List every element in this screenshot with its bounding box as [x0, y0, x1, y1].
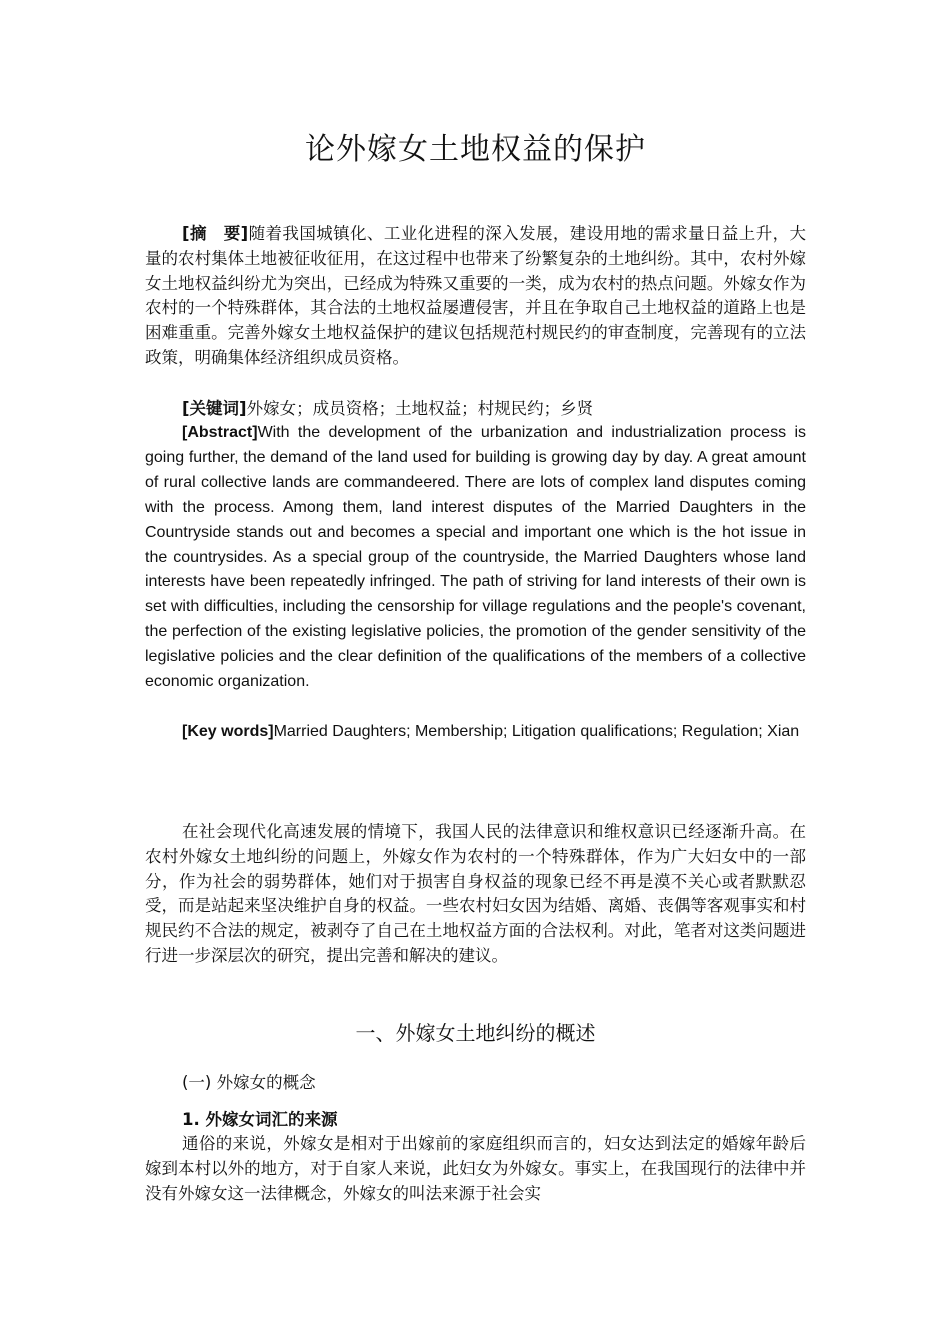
introduction-paragraph: 在社会现代化高速发展的情境下，我国人民的法律意识和维权意识已经逐渐升高。在农村外嫁女土地纠纷的问题上，外嫁女作为农村的一个特殊群体，作为广大妇女中的一部分，作为社会的弱势群体，她们对于损害自身权益的现象已经不再是漠不关心或者默默忍受，而是站起来坚决维护自身的权益。一些农村妇女因为结婚、离婚、丧偶等客观事实和村规民约不合法的规定，被剥夺了自己在土地权益方面的合法权利。对此，笔者对这类问题进行进一步深层次的研究，提出完善和解决的建议。 — [145, 822, 806, 965]
chinese-abstract — [145, 222, 806, 371]
chinese-keywords — [145, 397, 806, 422]
english-keywords-text: Married Daughters; Membership; Litigation qualifications; Regulation; Xian — [273, 723, 800, 740]
english-abstract-label: [Abstract] — [182, 424, 258, 441]
english-keywords-label: [Key words] — [182, 723, 274, 740]
chinese-abstract-label: [摘 要] — [182, 224, 249, 243]
chinese-keywords-text: 外嫁女；成员资格；土地权益；村规民约；乡贤 — [246, 399, 594, 418]
english-keywords — [145, 720, 806, 745]
english-abstract — [145, 421, 806, 695]
subsubsection-heading: 1. 外嫁女词汇的来源 — [182, 1110, 338, 1129]
english-abstract-text: With the development of the urbanization and industrialization process is going further, the demand of the land used for building is growing day by day. A great amount of rural collective lands are commandeered. There are lots of complex land disputes coming with the process. Among them, land interest disputes of the Married Daughters in the Countryside stands out and becomes a special and important one which is the hot issue in the countrysides. As a special group of the countryside, the Married Daughters whose land interests have been repeatedly infringed. The path of striving for land interests of their own is set with difficulties, including the censorship for village regulations and the people's covenant, the perfection of the existing legislative policies, the promotion of the gender sensitivity of the legislative policies and the clear definition of the qualifications of the members of a collective economic organization. — [145, 424, 806, 691]
paper-title: 论外嫁女土地权益的保护 — [305, 132, 646, 167]
body-paragraph: 通俗的来说，外嫁女是相对于出嫁前的家庭组织而言的，妇女达到法定的婚嫁年龄后嫁到本村以外的地方，对于自家人来说，此妇女为外嫁女。事实上，在我国现行的法律中并没有外嫁女这一法律概念，外嫁女的叫法来源于社会实 — [145, 1134, 806, 1203]
subsection-heading: (一) 外嫁女的概念 — [182, 1073, 316, 1092]
chinese-keywords-label: [关键词] — [182, 399, 247, 418]
section-heading: 一、外嫁女土地纠纷的概述 — [355, 1021, 596, 1045]
chinese-abstract-text: 随着我国城镇化、工业化进程的深入发展，建设用地的需求量日益上升，大量的农村集体土地被征收征用，在这过程中也带来了纷繁复杂的土地纠纷。其中，农村外嫁女土地权益纠纷尤为突出，已经成为特殊又重要的一类，成为农村的热点问题。外嫁女作为农村的一个特殊群体，其合法的土地权益屡遭侵害，并且在争取自己土地权益的道路上也是困难重重。完善外嫁女土地权益保护的建议包括规范村规民约的审查制度，完善现有的立法政策，明确集体经济组织成员资格。 — [145, 224, 806, 367]
